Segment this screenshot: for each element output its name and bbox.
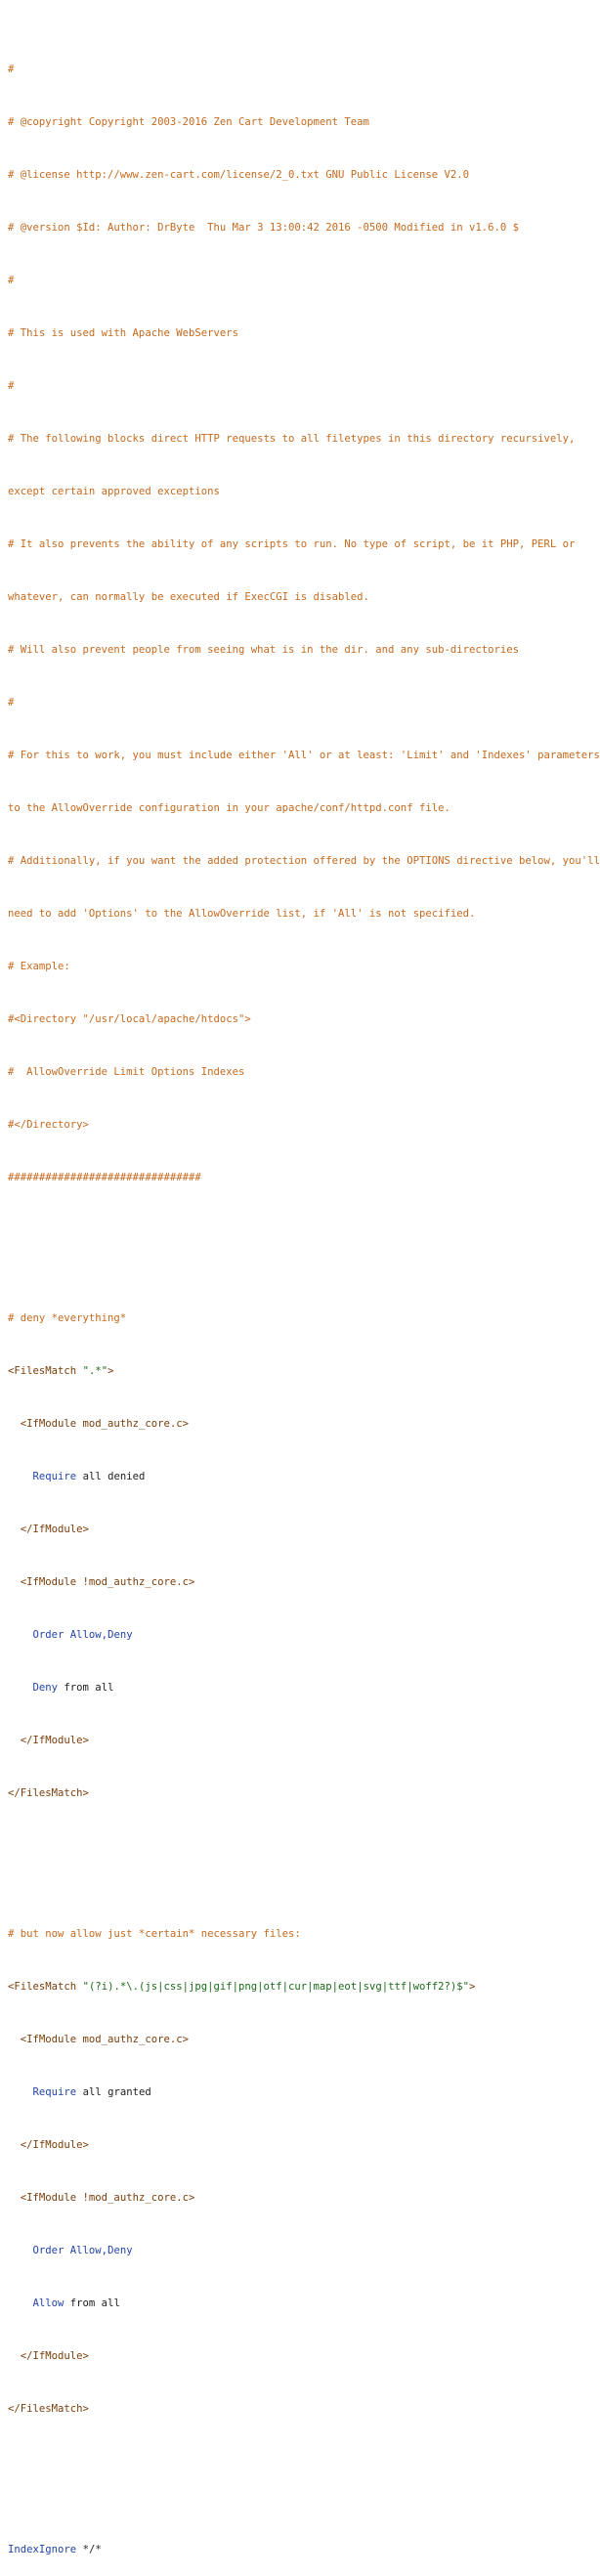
ifmodule-tag: <IfModule mod_authz_core.c> — [20, 2034, 189, 2045]
filesmatch-pattern: ".*" — [82, 1365, 108, 1377]
comment-example-directory-close: #</Directory> — [8, 1119, 89, 1131]
order-value: Allow,Deny — [69, 1629, 133, 1641]
comment-line: need to add 'Options' to the AllowOverride list, if 'All' is not specified. — [8, 908, 476, 920]
filesmatch-pattern: "(?i).*\.(js|css|jpg|gif|png|otf|cur|map|eot|svg|ttf|woff2?)$" — [82, 1981, 469, 1993]
comment-line: whatever, can normally be executed if ExecCGI is disabled. — [8, 591, 369, 603]
filesmatch-tag: <FilesMatch — [8, 1365, 77, 1377]
ifmodule-close-tag: </IfModule> — [20, 1735, 89, 1746]
filesmatch-tag: <FilesMatch — [8, 1981, 77, 1993]
comment-line: # — [8, 275, 15, 286]
filesmatch-close-tag: </FilesMatch> — [8, 2403, 89, 2415]
blank-line — [8, 1222, 582, 1239]
require-keyword: Require — [32, 2086, 77, 2098]
allow-comment: # but now allow just *certain* necessary files: — [8, 1928, 301, 1940]
allow-ifmodule-not-open — [8, 2189, 582, 2207]
comment-line: # Will also prevent people from seeing what is in the dir. and any sub-directories — [8, 644, 519, 656]
comment-separator: ############################### — [8, 1172, 201, 1183]
ifmodule-close-tag: </IfModule> — [20, 1524, 89, 1535]
allow-require-line — [8, 2083, 582, 2101]
comment-example-allowoverride: # AllowOverride Limit Options Indexes — [8, 1066, 245, 1078]
deny-value: from all — [64, 1682, 114, 1694]
comment-license: # @license http://www.zen-cart.com/license/2_0.txt GNU Public License V2.0 — [8, 169, 469, 181]
ifmodule-not-tag: <IfModule !mod_authz_core.c> — [20, 2192, 195, 2204]
allow-value: from all — [69, 2297, 120, 2309]
deny-ifmodule-close — [8, 1521, 582, 1538]
order-keyword: Order — [32, 2245, 64, 2256]
indexignore-value: */* — [82, 2544, 102, 2555]
deny-keyword: Deny — [32, 1682, 59, 1694]
indexignore-keyword: IndexIgnore — [8, 2544, 77, 2555]
comment-line: # — [8, 697, 15, 708]
deny-order-line — [8, 1626, 582, 1644]
htaccess-file-content — [8, 8, 600, 2576]
comment-example-directory-open: #<Directory "/usr/local/apache/htdocs"> — [8, 1013, 251, 1025]
deny-require-line — [8, 1468, 582, 1485]
blank-line — [8, 2453, 582, 2470]
comment-copyright: # @copyright Copyright 2003-2016 Zen Cart Development Team — [8, 116, 369, 128]
comment-version: # @version $Id: Author: DrByte Thu Mar 3 13:00:42 2016 -0500 Modified in v1.6.0 $ — [8, 222, 519, 234]
require-value: all denied — [82, 1471, 146, 1482]
indexignore-line — [8, 2541, 582, 2558]
deny-ifmodule-open — [8, 1415, 582, 1433]
comment-line: # — [8, 380, 15, 392]
allow-ifmodule-open — [8, 2031, 582, 2048]
deny-comment: # deny *everything* — [8, 1312, 127, 1324]
require-value: all granted — [82, 2086, 151, 2098]
ifmodule-not-tag: <IfModule !mod_authz_core.c> — [20, 1576, 195, 1588]
ifmodule-close-tag: </IfModule> — [20, 2350, 89, 2362]
order-value: Allow,Deny — [69, 2245, 133, 2256]
allow-ifmodule-close — [8, 2136, 582, 2154]
tag-end: > — [469, 1981, 476, 1993]
allow-keyword: Allow — [32, 2297, 64, 2309]
require-keyword: Require — [32, 1471, 77, 1482]
comment-example: # Example: — [8, 961, 70, 972]
ifmodule-close-tag: </IfModule> — [20, 2139, 89, 2151]
comment-line: # It also prevents the ability of any scripts to run. No type of script, be it PHP, PERL or — [8, 538, 576, 550]
deny-filesmatch-close — [8, 1784, 582, 1802]
deny-filesmatch-open — [8, 1362, 582, 1380]
deny-rule-line — [8, 1679, 582, 1696]
order-keyword: Order — [32, 1629, 64, 1641]
comment-line: # For this to work, you must include either 'All' or at least: 'Limit' and 'Indexes' parameters — [8, 750, 600, 761]
comment-line: to the AllowOverride configuration in your apache/conf/httpd.conf file. — [8, 802, 450, 814]
deny-ifmodule-not-open — [8, 1573, 582, 1591]
ifmodule-tag: <IfModule mod_authz_core.c> — [20, 1418, 189, 1430]
comment-line: # This is used with Apache WebServers — [8, 327, 238, 339]
allow-filesmatch-open — [8, 1978, 582, 1996]
blank-line — [8, 1837, 582, 1855]
comment-line: except certain approved exceptions — [8, 486, 220, 497]
deny-ifmodule-not-close — [8, 1732, 582, 1749]
allow-order-line — [8, 2242, 582, 2259]
tag-end: > — [107, 1365, 114, 1377]
comment-line: # The following blocks direct HTTP requests to all filetypes in this directory recursively, — [8, 433, 576, 445]
comment-line: # Additionally, if you want the added protection offered by the OPTIONS directive below, you'll — [8, 855, 600, 867]
allow-ifmodule-not-close — [8, 2347, 582, 2365]
allow-filesmatch-close — [8, 2400, 582, 2418]
filesmatch-close-tag: </FilesMatch> — [8, 1787, 89, 1799]
allow-rule-line — [8, 2295, 582, 2312]
comment-line: # — [8, 64, 15, 75]
